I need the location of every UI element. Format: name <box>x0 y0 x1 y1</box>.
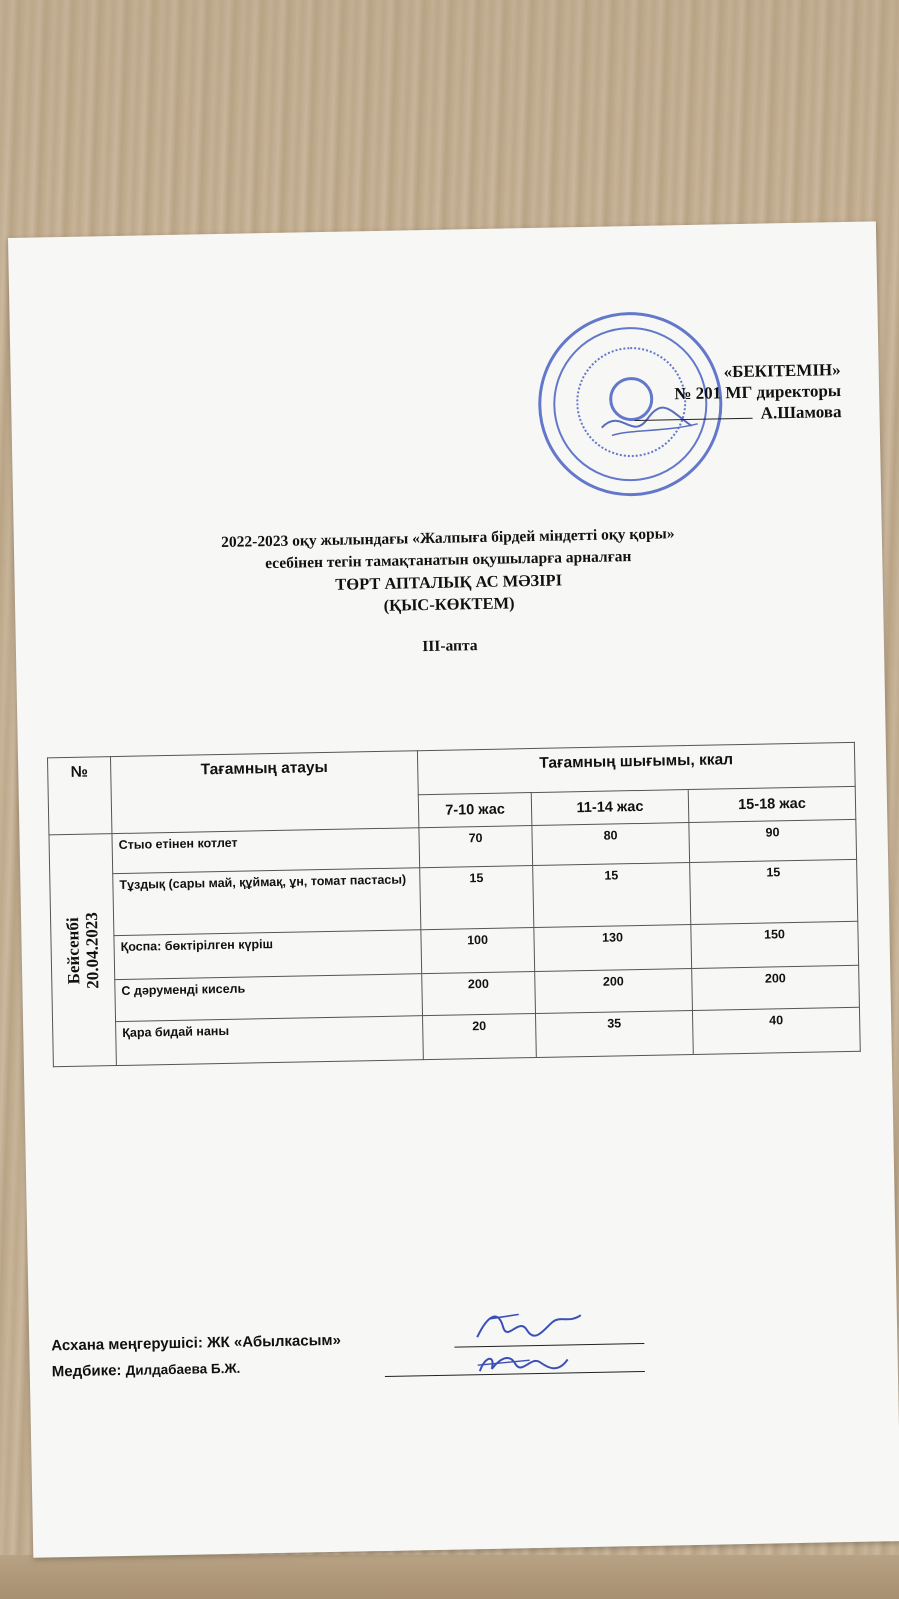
table-row-value: 150 <box>691 921 859 968</box>
table-row-dish: Стыо етінен котлет <box>112 828 420 874</box>
header-age-7-10: 7-10 жас <box>418 793 532 828</box>
table-row-value: 40 <box>692 1007 860 1054</box>
title-line-1: 2022-2023 оқу жылындағы «Жалпыға бірдей міндетті оқу қоры» <box>221 525 675 551</box>
canteen-manager-line <box>51 1332 341 1355</box>
nurse-signature-icon <box>469 1343 580 1385</box>
table-row-value: 15 <box>690 859 858 924</box>
table-row-value: 15 <box>420 866 534 930</box>
document-page <box>8 221 899 1557</box>
day-cell <box>49 834 116 1067</box>
nurse-label: Медбике: <box>51 1362 122 1381</box>
title-line-4: (ҚЫС-КӨКТЕМ) <box>383 593 515 615</box>
approval-signature-line <box>635 404 753 421</box>
table-row-dish: Қара бидай наны <box>116 1016 424 1066</box>
nurse-name: Дилдабаева Б.Ж. <box>125 1360 241 1378</box>
table-row-dish: С дәруменді кисель <box>115 974 423 1022</box>
table-row-value: 70 <box>419 826 533 868</box>
canteen-manager-label: Асхана меңгерушісі: ЖК «Абылкасым» <box>51 1331 342 1355</box>
approval-block <box>634 359 842 426</box>
approval-position: № 201 МГ директоры <box>674 381 842 404</box>
table-row-value: 200 <box>535 969 693 1014</box>
table-row-dish: Тұздық (сары май, құймақ, ұн, томат пастасы) <box>113 868 421 936</box>
table-row-value: 100 <box>421 928 535 974</box>
table-row-value: 200 <box>692 965 860 1010</box>
header-number: № <box>47 757 111 835</box>
table-row-value: 130 <box>534 925 692 972</box>
menu-table <box>47 742 861 1067</box>
table-row-dish: Қоспа: бөктірілген күріш <box>114 930 422 980</box>
table-row-value: 20 <box>423 1014 537 1060</box>
day-date: 20.04.2023 <box>81 911 103 989</box>
title-line-2: есебінен тегін тамақтанатын оқушыларға арналған <box>264 548 632 573</box>
canteen-signature-icon <box>469 1305 600 1347</box>
week-label: ІІІ-апта <box>422 637 478 656</box>
header-age-11-14: 11-14 жас <box>531 790 689 826</box>
table-row-value: 35 <box>535 1011 693 1058</box>
nurse-line <box>52 1360 241 1381</box>
day-name: Бейсенбі <box>63 916 84 985</box>
header-dish-name: Тағамның атауы <box>110 751 418 834</box>
title-line-3: ТӨРТ АПТАЛЫҚ АС МӘЗІРІ <box>335 570 563 594</box>
floor-edge <box>0 1555 899 1599</box>
table-row-value: 200 <box>422 972 536 1016</box>
table-row-value: 15 <box>533 863 691 928</box>
header-output: Тағамның шығымы, ккал <box>417 742 855 794</box>
approval-name: А.Шамова <box>760 402 842 423</box>
table-row-value: 80 <box>532 823 690 866</box>
header-age-15-18: 15-18 жас <box>688 786 856 822</box>
document-title <box>14 519 884 664</box>
approval-heading: «БЕКІТЕМІН» <box>723 360 841 382</box>
table-row-value: 90 <box>689 819 857 862</box>
